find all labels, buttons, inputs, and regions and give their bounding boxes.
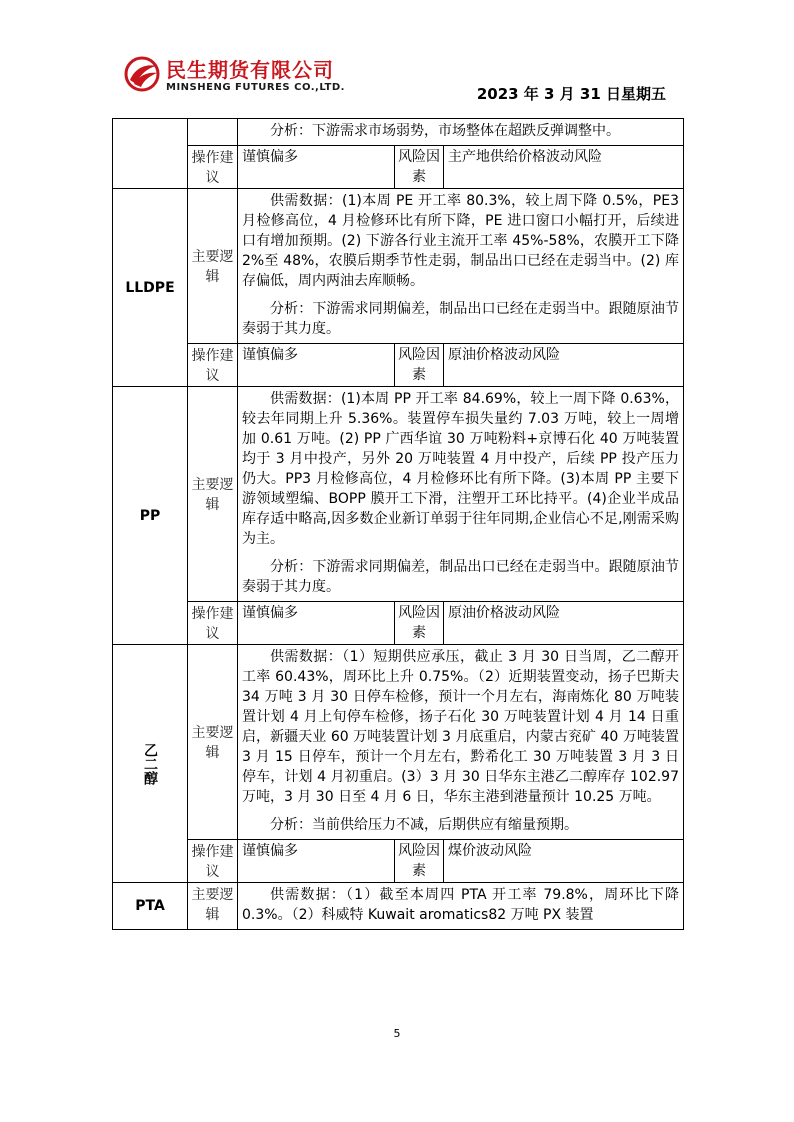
operation-value: 谨慎偏多 xyxy=(238,840,395,883)
table-row xyxy=(113,387,684,602)
risk-label: 风险因素 xyxy=(395,602,444,645)
product-name: PTA xyxy=(113,883,188,930)
table-row xyxy=(113,840,684,883)
report-date: 2023 年 3 月 31 日星期五 xyxy=(476,85,666,103)
risk-value: 原油价格波动风险 xyxy=(444,602,684,645)
minsheng-logo-icon xyxy=(124,56,160,92)
operation-value: 谨慎偏多 xyxy=(238,602,395,645)
table-row xyxy=(113,344,684,387)
product-name: PP xyxy=(113,387,188,645)
page-number: 5 xyxy=(393,1027,401,1040)
risk-value: 煤价波动风险 xyxy=(444,840,684,883)
logic-cell xyxy=(238,645,684,840)
company-name-en: MINSHENG FUTURES CO.,LTD. xyxy=(166,82,345,93)
strategy-table xyxy=(112,118,684,930)
risk-label: 风险因素 xyxy=(395,840,444,883)
operation-value: 谨慎偏多 xyxy=(238,344,395,387)
table-row xyxy=(113,602,684,645)
analysis-text: 分析：当前供给压力不减，后期供应有缩量预期。 xyxy=(270,817,578,833)
logic-label: 主要逻辑 xyxy=(188,645,238,840)
product-name: 乙二醇 xyxy=(142,742,158,785)
table-row xyxy=(113,146,684,189)
analysis-text: 分析：下游需求同期偏差，制品出口已经在走弱当中。跟随原油节奏弱于其力度。 xyxy=(242,301,679,337)
table-row xyxy=(113,883,684,930)
product-name: LLDPE xyxy=(113,189,188,387)
table-row xyxy=(113,189,684,344)
operation-label: 操作建议 xyxy=(188,602,238,645)
logic-cell xyxy=(238,387,684,602)
risk-label: 风险因素 xyxy=(395,344,444,387)
analysis-text: 分析：下游需求市场弱势，市场整体在超跌反弹调整中。 xyxy=(270,123,620,139)
supply-text: 供需数据：（1）短期供应承压，截止 3 月 30 日当周，乙二醇开工率 60.43%，周环比上升 0.75%。（2）近期装置变动，扬子巴斯夫 34 万吨 3 月 30 日停车检修，预计一个月左右，海南炼化 80 万吨装置计划 4 月上旬停车检修，扬子石化 30 万吨装置计划 4 月 14 日重启，新疆天业 60 万吨装置计划 3 月底重启，内蒙古兖矿 40 万吨装置 3 月 15 日停车，预计一个月左右，黔希化工 30 万吨装置 3 月 3 日停车，计划 4 月初重启。(3）3 月 30 日华东主港乙二醇库存 102.97 万吨，3 月 30 日至 4 月 6 日，华东主港到港量预计 10.25 万吨。 xyxy=(242,649,679,805)
risk-value: 主产地供给价格波动风险 xyxy=(444,146,684,189)
risk-value: 原油价格波动风险 xyxy=(444,344,684,387)
analysis-cell xyxy=(238,119,684,146)
product-cell-blank xyxy=(113,119,188,189)
supply-text: 供需数据：(1)本周 PE 开工率 80.3%，较上周下降 0.5%，PE3 月检修高位，4 月检修环比有所下降，PE 进口窗口小幅打开，后续进口有增加预期。(2) 下游各行业主流开工率 45%-58%，农膜开工下降 2%至 48%，农膜后期季节性走弱，制品出口已经在走弱当中。(2) 库存偏低，周内两油去库顺畅。 xyxy=(242,193,679,289)
operation-label: 操作建议 xyxy=(188,840,238,883)
logic-cell xyxy=(238,883,684,930)
analysis-text: 分析：下游需求同期偏差，制品出口已经在走弱当中。跟随原油节奏弱于其力度。 xyxy=(242,559,679,595)
risk-label: 风险因素 xyxy=(395,146,444,189)
supply-text: 供需数据：(1)本周 PP 开工率 84.69%，较上一周下降 0.63%，较去年同期上升 5.36%。装置停车损失量约 7.03 万吨，较上一周增加 0.61 万吨。(2) PP 广西华谊 30 万吨粉料+京博石化 40 万吨装置均于 3 月中投产，另外 20 万吨装置 4 月中投产，后续 PP 投产压力仍大。PP3 月检修高位，4 月检修环比有所下降。(3)本周 PP 主要下游领域塑编、BOPP 膜开工下滑，注塑开工环比持平。(4)企业半成品库存适中略高,因多数企业新订单弱于往年同期,企业信心不足,刚需采购为主。 xyxy=(242,391,679,547)
logic-label-blank xyxy=(188,119,238,146)
table-row xyxy=(113,645,684,840)
operation-label: 操作建议 xyxy=(188,344,238,387)
table-row xyxy=(113,119,684,146)
logic-cell xyxy=(238,189,684,344)
product-name-cell xyxy=(113,645,188,883)
supply-text: 供需数据：（1）截至本周四 PTA 开工率 79.8%，周环比下降 0.3%。（2）科威特 Kuwait aromatics82 万吨 PX 装置 xyxy=(242,887,679,923)
operation-label: 操作建议 xyxy=(188,146,238,189)
logic-label: 主要逻辑 xyxy=(188,387,238,602)
logic-label: 主要逻辑 xyxy=(188,883,238,930)
company-name-cn: 民生期货有限公司 xyxy=(166,58,334,82)
operation-value: 谨慎偏多 xyxy=(238,146,395,189)
logic-label: 主要逻辑 xyxy=(188,189,238,344)
